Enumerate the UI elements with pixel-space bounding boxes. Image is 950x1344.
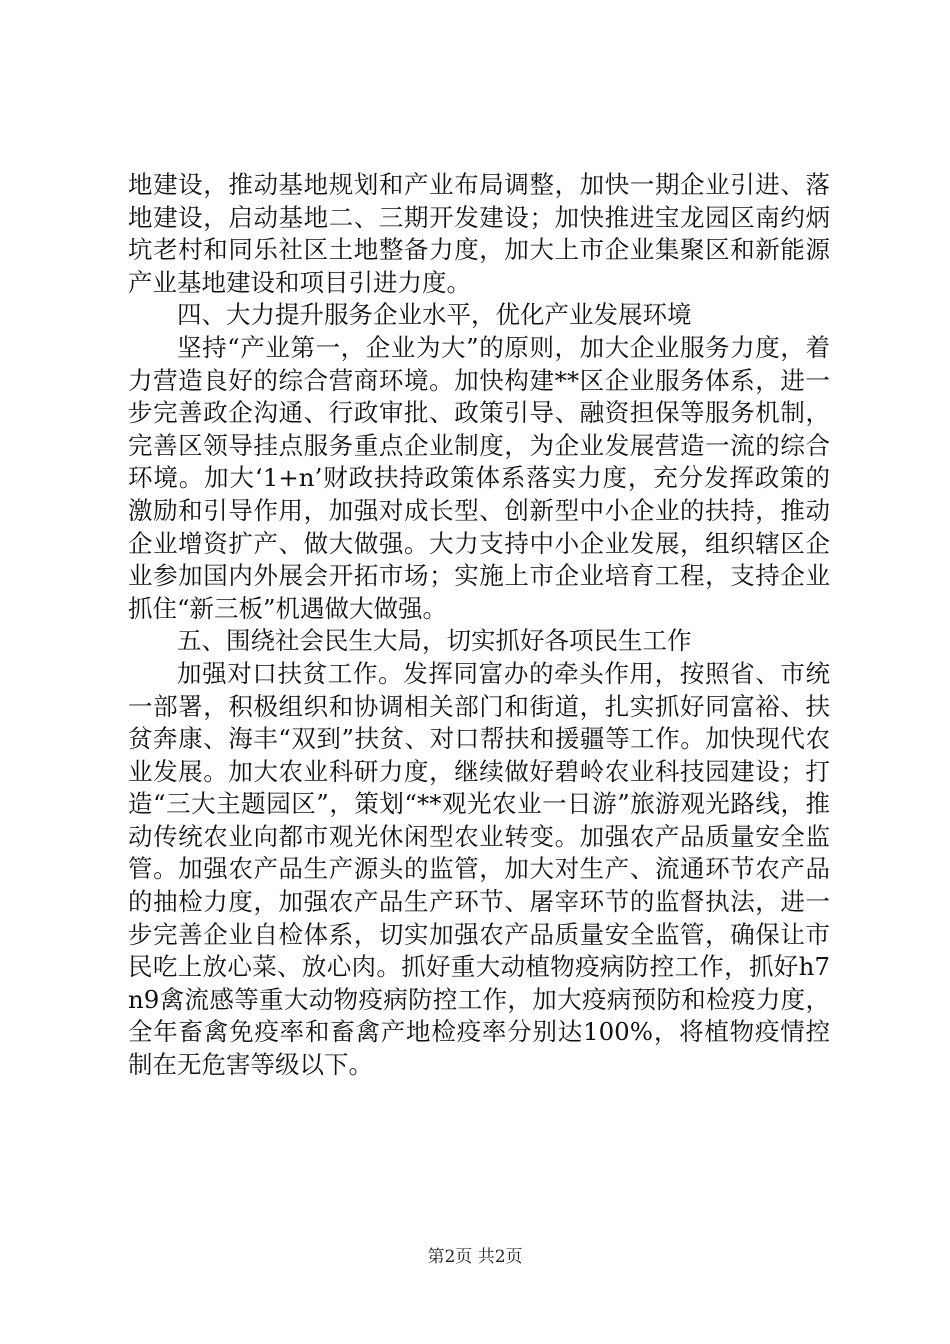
paragraph-continuation: 地建设，推动基地规划和产业布局调整，加快一期企业引进、落地建设，启动基地二、三期开发建设；加快推进宝龙园区南约炳坑老村和同乐社区土地整备力度，加大上市企业集聚区和新能源产业基地建设和项目引进力度。: [128, 170, 830, 297]
section-heading-5: 五、围绕社会民生大局，切实抓好各项民生工作: [177, 626, 692, 656]
paragraph-enterprise-service: 坚持“产业第一，企业为大”的原则，加大企业服务力度，着力营造良好的综合营商环境。加快构建**区企业服务体系，进一步完善政企沟通、行政审批、政策引导、融资担保等服务机制，完善区领导挂点服务重点企业制度，为企业发展营造一流的综合环境。加大‘1+n’财政扶持政策体系落实力度，充分发挥政策的激励和引导作用，加强对成长型、创新型中小企业的扶持，推动企业增资扩产、做大做强。大力支持中小企业发展，组织辖区企业参加国内外展会开拓市场；实施上市企业培育工程，支持企业抓住“新三板”机遇做大做强。: [128, 332, 830, 623]
paragraph-livelihood: 加强对口扶贫工作。发挥同富办的牵头作用，按照省、市统一部署，积极组织和协调相关部门和街道，扎实抓好同富裕、扶贫奔康、海丰“双到”扶贫、对口帮扶和援疆等工作。加快现代农业发展。加大农业科研力度，继续做好碧岭农业科技园建设；打造“三大主题园区”，策划“**观光农业一日游”旅游观光路线，推动传统农业向都市观光休闲型农业转变。加强农产品质量安全监管。加强农产品生产源头的监管，加大对生产、流通环节农产品的抽检力度，加强农产品生产环节、屠宰环节的监督执法，进一步完善企业自检体系，切实加强农产品质量安全监管，确保让市民吃上放心菜、放心肉。抓好重大动植物疫病防控工作，抓好h7n9禽流感等重大动物疫病防控工作，加大疫病预防和检疫力度，全年畜禽免疫率和畜禽产地检疫率分别达100%，将植物疫情控制在无危害等级以下。: [128, 658, 830, 1080]
document-body: [128, 169, 830, 1082]
page-number: 第2页 共2页: [427, 1247, 523, 1267]
section-heading-4: 四、大力提升服务企业水平，优化产业发展环境: [177, 300, 692, 330]
